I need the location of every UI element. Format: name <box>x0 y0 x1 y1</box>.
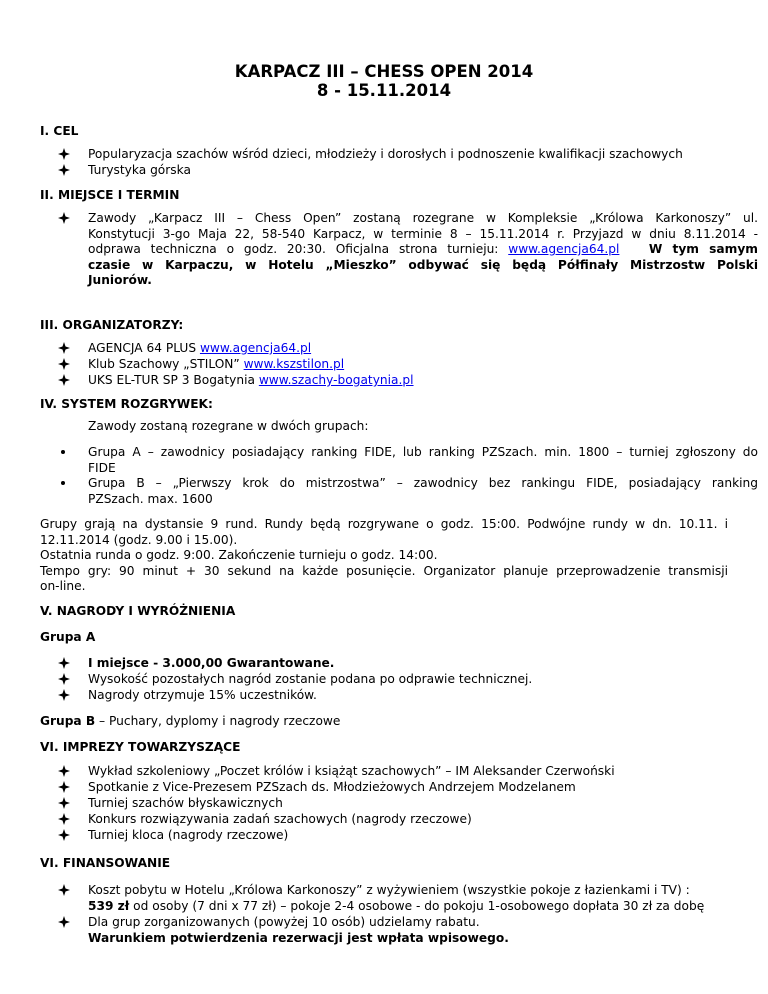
group-b-line: PZSzach. max. 1600 <box>88 491 213 506</box>
section-heading-imprezy: VI. IMPREZY TOWARZYSZĄCE <box>40 740 241 754</box>
group-b-line: Grupa B – „Pierwszy krok do mistrzostwa” – zawodnicy bez rankingu FIDE, posiadający ranking <box>88 476 758 490</box>
organizer-name: UKS EL-TUR SP 3 Bogatynia <box>88 373 259 387</box>
section-heading-cel: I. CEL <box>40 124 79 138</box>
diamond-bullet-icon <box>58 656 74 673</box>
diamond-bullet-icon <box>58 357 74 374</box>
system-line: Tempo gry: 90 minut + 30 sekund na każde posunięcie. Organizator planuje przeprowadzenie transmisji <box>40 563 728 578</box>
system-line: Ostatnia runda o godz. 9:00. Zakończenie turnieju o godz. 14:00. <box>40 548 438 562</box>
organizer-link[interactable]: www.szachy-bogatynia.pl <box>258 373 414 387</box>
document-title: KARPACZ III – CHESS OPEN 2014 <box>234 62 534 81</box>
list-item-text: Wysokość pozostałych nagród zostanie podana po odprawie technicznej. <box>88 672 533 686</box>
list-item-text <box>88 357 758 373</box>
system-line: on-line. <box>40 579 86 593</box>
cost-details: od osoby (7 dni x 77 zł) – pokoje 2-4 osobowe - do pokoju 1-osobowego dopłata 30 zł za dobę <box>129 898 705 913</box>
organizer-link[interactable]: www.agencja64.pl <box>199 341 312 355</box>
list-item-text <box>88 445 758 476</box>
system-intro: Zawody zostaną rozegrane w dwóch grupach: <box>88 419 369 433</box>
list-item-text: Wykład szkoleniowy „Poczet królów i książąt szachowych” – IM Aleksander Czerwoński <box>88 764 615 778</box>
semifinal-note: Juniorów. <box>88 273 152 287</box>
group-a-line: Grupa A – zawodnicy posiadający ranking FIDE, lub ranking PZSzach. min. 1800 – turniej zgłoszony do <box>88 445 758 459</box>
diamond-bullet-icon <box>58 780 74 797</box>
list-item-text: Spotkanie z Vice-Prezesem PZSzach ds. Młodzieżowych Andrzejem Modzelanem <box>88 780 576 794</box>
diamond-bullet-icon <box>58 764 74 781</box>
diamond-bullet-icon <box>58 883 74 900</box>
venue-text: odprawa techniczna o godz. 20:30. Oficjalna strona turnieju: <box>88 242 509 256</box>
system-paragraph <box>40 517 728 595</box>
venue-line: Konstytucji 3-go Maja 22, 58-540 Karpacz, w terminie 8 – 15.11.2014 r. Przyjazd w dniu 8.11.2014 - <box>88 226 758 241</box>
diamond-bullet-icon <box>58 672 74 689</box>
diamond-bullet-icon <box>58 828 74 845</box>
organizer-link[interactable]: www.kszstilon.pl <box>243 357 345 371</box>
system-line: Grupy grają na dystansie 9 rund. Rundy będą rozgrywane o godz. 15:00. Podwójne rundy w dn. 10.11. i <box>40 517 728 531</box>
list-item-text: Nagrody otrzymuje 15% uczestników. <box>88 688 317 702</box>
organizer-name: Klub Szachowy „STILON” <box>88 357 244 371</box>
section-heading-system: IV. SYSTEM ROZGRYWEK: <box>40 397 213 411</box>
list-item-text <box>88 341 758 357</box>
diamond-bullet-icon <box>58 147 74 164</box>
list-item-text: Turniej kloca (nagrody rzeczowe) <box>88 828 289 842</box>
subsection-heading-grupa-a: Grupa A <box>40 630 96 644</box>
bullet-dot-icon <box>58 445 74 461</box>
venue-line: Zawody „Karpacz III – Chess Open” zostaną rozegrane w Kompleksie „Królowa Karkonoszy” ul. <box>88 211 758 225</box>
diamond-bullet-icon <box>58 373 74 390</box>
reservation-note: Warunkiem potwierdzenia rezerwacji jest wpłata wpisowego. <box>88 931 509 945</box>
official-site-link[interactable]: www.agencja64.pl <box>508 242 620 256</box>
venue-line <box>88 242 758 258</box>
diamond-bullet-icon <box>58 688 74 705</box>
list-item-text: Turniej szachów błyskawicznych <box>88 796 283 810</box>
section-heading-nagrody: V. NAGRODY I WYRÓŻNIENIA <box>40 604 236 618</box>
semifinal-note: czasie w Karpaczu, w Hotelu „Mieszko” odbywać się będą Półfinały Mistrzostw Polski <box>88 257 758 272</box>
diamond-bullet-icon <box>58 211 74 228</box>
bullet-dot-icon <box>58 476 74 492</box>
list-item-text: Popularyzacja szachów wśród dzieci, młodzieży i dorosłych i podnoszenie kwalifikacji szachowych <box>88 147 683 161</box>
system-line: 12.11.2014 (godz. 9.00 i 15.00). <box>40 532 238 547</box>
diamond-bullet-icon <box>58 915 74 932</box>
cost-line <box>88 899 758 915</box>
diamond-bullet-icon <box>58 796 74 813</box>
list-item-text: Dla grup zorganizowanych (powyżej 10 osób) udzielamy rabatu. <box>88 915 480 929</box>
section-heading-organizatorzy: III. ORGANIZATORZY: <box>40 318 184 332</box>
list-item-text: Turystyka górska <box>88 163 191 177</box>
semifinal-note: W tym samym <box>648 242 758 256</box>
cost-line: Koszt pobytu w Hotelu „Królowa Karkonoszy” z wyżywieniem (wszystkie pokoje z łazienkami i TV) : <box>88 883 690 897</box>
list-item-text: I miejsce - 3.000,00 Gwarantowane. <box>88 656 335 670</box>
price-amount: 539 zł <box>88 898 130 913</box>
list-item-text: Konkurs rozwiązywania zadań szachowych (nagrody rzeczowe) <box>88 812 472 826</box>
section-heading-finansowanie: VI. FINANSOWANIE <box>40 856 171 870</box>
diamond-bullet-icon <box>58 812 74 829</box>
list-item-text <box>88 883 758 914</box>
group-b-label: Grupa B <box>40 714 96 728</box>
document-dates: 8 - 15.11.2014 <box>316 81 452 100</box>
diamond-bullet-icon <box>58 163 74 180</box>
group-b-prizes-text: – Puchary, dyplomy i nagrody rzeczowe <box>95 714 341 728</box>
diamond-bullet-icon <box>58 341 74 358</box>
organizer-name: AGENCJA 64 PLUS <box>88 341 200 355</box>
list-item-text <box>88 211 758 289</box>
section-heading-miejsce: II. MIEJSCE I TERMIN <box>40 188 180 202</box>
list-item-text <box>88 373 758 389</box>
list-item-text <box>88 476 758 507</box>
group-b-prizes <box>40 714 728 730</box>
group-a-line: FIDE <box>88 460 116 475</box>
